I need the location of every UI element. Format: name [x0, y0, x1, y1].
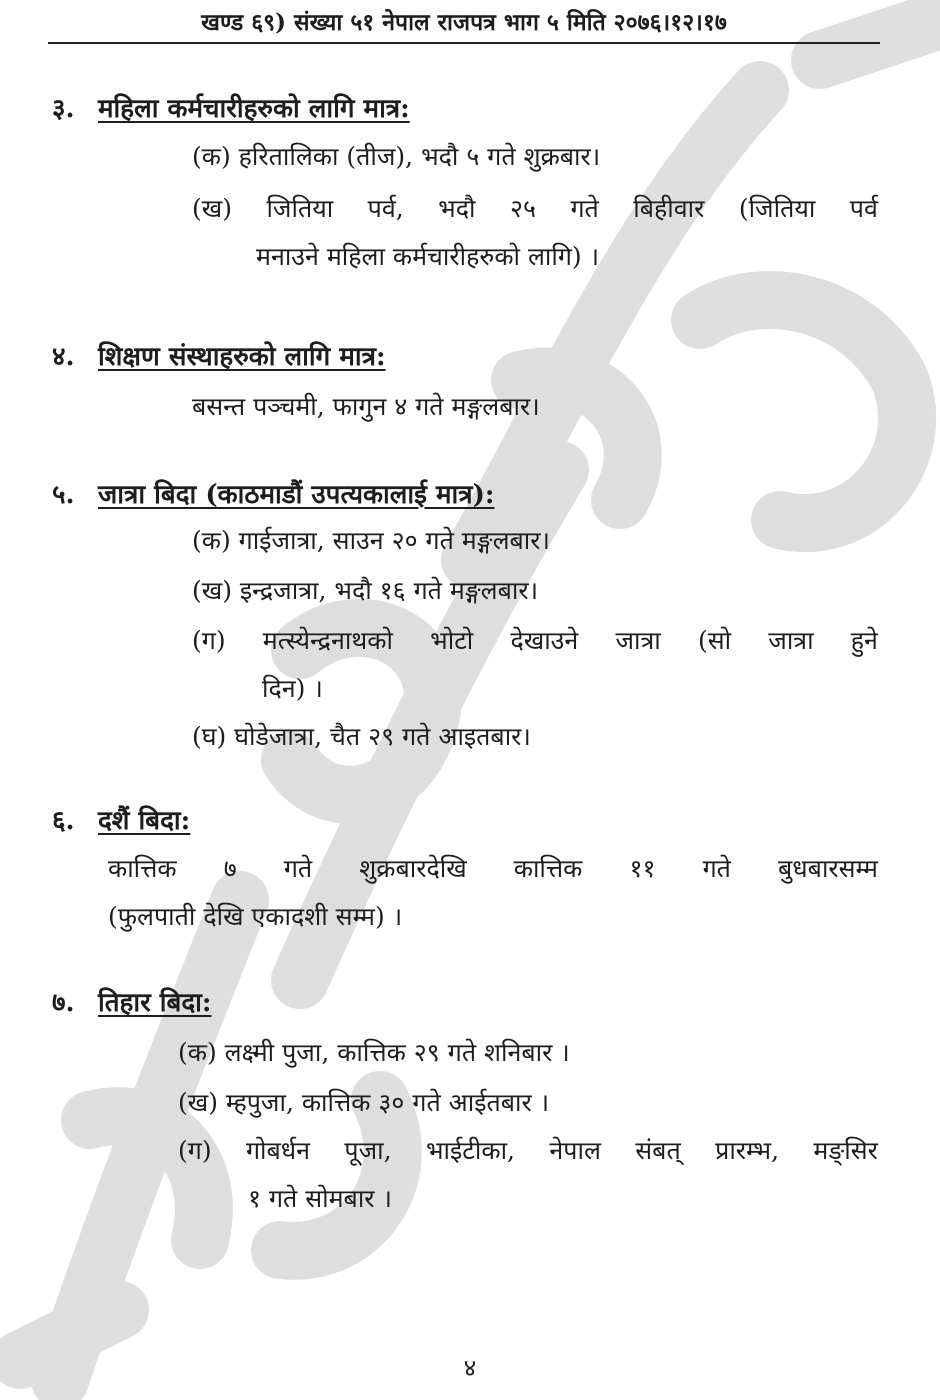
section-4-number: ४. — [52, 342, 75, 372]
word: जात्रा — [615, 626, 661, 655]
word: (ग) — [178, 1136, 212, 1165]
word: नेपाल — [549, 1136, 601, 1165]
word: मङ्सिर — [813, 1136, 878, 1165]
page-number: ४ — [463, 1354, 477, 1382]
section-3-title: महिला कर्मचारीहरुको लागि मात्र: — [98, 94, 410, 124]
word: शुक्रबारदेखि — [359, 854, 467, 883]
section-7-item-kh: (ख) म्हपुजा, कात्तिक ३० गते आईतबार । — [178, 1088, 550, 1117]
word: पूजा, — [344, 1136, 392, 1165]
word: मत्स्येन्द्रनाथको — [262, 626, 393, 655]
word: गते — [570, 194, 599, 223]
section-3-item-kh-line2: मनाउने महिला कर्मचारीहरुको लागि) । — [256, 242, 600, 271]
section-3-number: ३. — [52, 94, 75, 124]
word: भोटो — [430, 626, 474, 655]
word: गोबर्धन — [245, 1136, 311, 1165]
section-3-item-kh-line1 — [192, 192, 878, 226]
word: कात्तिक — [513, 854, 583, 883]
word: बिहीवार — [633, 194, 705, 223]
section-3-item-k: (क) हरितालिका (तीज), भदौ ५ गते शुक्रबार। — [192, 142, 601, 171]
section-6-line2: (फुलपाती देखि एकादशी सम्म) । — [108, 902, 403, 931]
section-5-item-g-line1 — [192, 624, 878, 658]
word: जात्रा — [768, 626, 814, 655]
word: (जितिया — [738, 194, 816, 223]
section-6-line1 — [108, 852, 878, 886]
section-5-item-g-line2: दिन) । — [262, 674, 323, 703]
section-6-title: दशैं बिदा: — [98, 806, 191, 836]
word: कात्तिक — [108, 854, 177, 883]
gazette-header: खण्ड ६९) संख्या ५१ नेपाल राजपत्र भाग ५ मिति २०७६।१२।१७ — [48, 6, 880, 44]
section-7-number: ७. — [52, 988, 75, 1018]
word: संबत् — [635, 1136, 681, 1165]
word: बुधबारसम्म — [778, 854, 878, 883]
word: भदौ — [438, 194, 476, 223]
word: गते — [283, 854, 313, 883]
word: हुने — [850, 626, 878, 655]
section-5-title: जात्रा बिदा (काठमाडौं उपत्यकालाई मात्र): — [98, 480, 495, 510]
section-6-number: ६. — [52, 806, 75, 836]
section-5-item-gh: (घ) घोडेजात्रा, चैत २९ गते आइतबार। — [192, 722, 531, 751]
section-7-item-g-line1 — [178, 1134, 878, 1168]
word: (ग) — [192, 626, 226, 655]
section-4-line: बसन्त पञ्चमी, फागुन ४ गते मङ्गलबार। — [192, 392, 540, 421]
section-7-title: तिहार बिदा: — [98, 988, 212, 1018]
word: ११ — [629, 854, 656, 883]
word: गते — [702, 854, 731, 883]
word: देखाउने — [510, 626, 579, 655]
word: ७ — [223, 854, 237, 883]
word: पर्व — [849, 194, 878, 223]
word: २५ — [509, 194, 536, 223]
word: पर्व, — [367, 194, 404, 223]
word: प्रारम्भ, — [715, 1136, 780, 1165]
section-5-number: ५. — [52, 480, 75, 510]
section-7-item-g-line2: १ गते सोमबार । — [248, 1184, 392, 1213]
word: (सो — [697, 626, 732, 655]
section-7-item-k: (क) लक्ष्मी पुजा, कात्तिक २९ गते शनिबार । — [178, 1038, 570, 1067]
word: (ख) — [192, 194, 232, 223]
word: भाईटीका, — [425, 1136, 516, 1165]
word: जितिया — [266, 194, 334, 223]
section-5-item-kh: (ख) इन्द्रजात्रा, भदौ १६ गते मङ्गलबार। — [192, 576, 539, 605]
section-5-item-k: (क) गाईजात्रा, साउन २० गते मङ्गलबार। — [192, 526, 550, 555]
section-4-title: शिक्षण संस्थाहरुको लागि मात्र: — [98, 342, 386, 372]
